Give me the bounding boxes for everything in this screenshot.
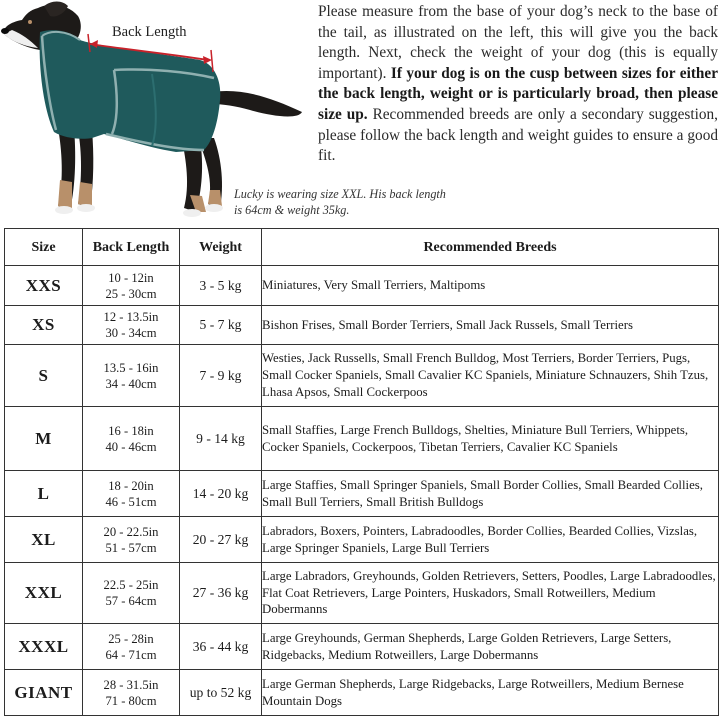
back-length-cell: 10 - 12in 25 - 30cm bbox=[83, 266, 180, 306]
table-row bbox=[5, 345, 719, 407]
dog-caption: Lucky is wearing size XXL. His back length is 64cm & weight 35kg. bbox=[234, 187, 446, 217]
back-length-cell: 28 - 31.5in 71 - 80cm bbox=[83, 670, 180, 716]
breeds-cell: Miniatures, Very Small Terriers, Maltipoms bbox=[262, 266, 719, 306]
size-cell: XL bbox=[5, 517, 83, 563]
dog-coat bbox=[40, 30, 221, 152]
size-cell: M bbox=[5, 407, 83, 471]
weight-cell: 5 - 7 kg bbox=[180, 306, 262, 345]
breeds-cell: Large Staffies, Small Springer Spaniels, Small Border Collies, Small Bearded Collies, Small Bull Terriers, Small British Bulldogs bbox=[262, 471, 719, 517]
table-row bbox=[5, 471, 719, 517]
back-length-cell: 25 - 28in 64 - 71cm bbox=[83, 624, 180, 670]
instructions-size-up-note: If your dog is on the cusp between sizes for either the back length, weight or is particularly broad, then please size up. bbox=[318, 64, 719, 123]
breeds-cell: Bishon Frises, Small Border Terriers, Small Jack Russels, Small Terriers bbox=[262, 306, 719, 345]
weight-cell: 14 - 20 kg bbox=[180, 471, 262, 517]
back-length-cell: 18 - 20in 46 - 51cm bbox=[83, 471, 180, 517]
table-row bbox=[5, 306, 719, 345]
back-length-cell: 12 - 13.5in 30 - 34cm bbox=[83, 306, 180, 345]
weight-cell: 36 - 44 kg bbox=[180, 624, 262, 670]
size-chart-table bbox=[4, 228, 719, 716]
top-section bbox=[0, 0, 720, 228]
instructions-part-1: Please measure from the base of your dog’s neck to the base of the tail, as illustrated on the left, this will give you the back length. Next, check the weight of your dog (this is equally important). bbox=[318, 3, 718, 82]
breeds-cell: Large Greyhounds, German Shepherds, Large Golden Retrievers, Large Setters, Ridgebacks, Medium Rotweillers, Large Dobermanns bbox=[262, 624, 719, 670]
size-cell: XXS bbox=[5, 266, 83, 306]
size-cell: XXXL bbox=[5, 624, 83, 670]
size-cell: L bbox=[5, 471, 83, 517]
weight-cell: up to 52 kg bbox=[180, 670, 262, 716]
breeds-cell: Westies, Jack Russells, Small French Bulldog, Most Terriers, Border Terriers, Pugs, Small Cocker Spaniels, Small Cavalier KC Spaniels, Miniature Schnauzers, Shih Tzus, Lhasa Apsos, Small Cockerpoos bbox=[262, 345, 719, 407]
table-row bbox=[5, 563, 719, 624]
back-length-cell: 20 - 22.5in 51 - 57cm bbox=[83, 517, 180, 563]
table-header-row bbox=[5, 229, 719, 266]
header-weight: Weight bbox=[180, 229, 262, 266]
back-length-cell: 16 - 18in 40 - 46cm bbox=[83, 407, 180, 471]
table-row bbox=[5, 517, 719, 563]
header-back-length: Back Length bbox=[83, 229, 180, 266]
header-size: Size bbox=[5, 229, 83, 266]
weight-cell: 9 - 14 kg bbox=[180, 407, 262, 471]
back-length-cell: 22.5 - 25in 57 - 64cm bbox=[83, 563, 180, 624]
weight-cell: 27 - 36 kg bbox=[180, 563, 262, 624]
table-row bbox=[5, 624, 719, 670]
table-row bbox=[5, 407, 719, 471]
dog-tail bbox=[212, 91, 302, 116]
size-cell: XS bbox=[5, 306, 83, 345]
breeds-cell: Large Labradors, Greyhounds, Golden Retrievers, Setters, Poodles, Large Labradoodles, Flat Coat Retrievers, Large Pointers, Huskadors, Small Rotweillers, Medium Dobermanns bbox=[262, 563, 719, 624]
breeds-cell: Labradors, Boxers, Pointers, Labradoodles, Border Collies, Bearded Collies, Vizslas, Large Springer Spaniels, Large Bull Terriers bbox=[262, 517, 719, 563]
instructions-part-2: Recommended breeds are only a secondary suggestion, please follow the back length and weight guides to ensure a good fit. bbox=[318, 105, 718, 165]
breeds-cell: Small Staffies, Large French Bulldogs, Shelties, Miniature Bull Terriers, Whippets, Cocker Spaniels, Cockerpoos, Tibetan Terriers, Cavalier KC Spaniels bbox=[262, 407, 719, 471]
header-recommended-breeds: Recommended Breeds bbox=[262, 229, 719, 266]
measuring-instructions bbox=[318, 2, 718, 167]
table-row bbox=[5, 670, 719, 716]
weight-cell: 3 - 5 kg bbox=[180, 266, 262, 306]
back-length-cell: 13.5 - 16in 34 - 40cm bbox=[83, 345, 180, 407]
size-cell: XXL bbox=[5, 563, 83, 624]
table-row bbox=[5, 266, 719, 306]
back-length-label: Back Length bbox=[112, 24, 187, 40]
size-cell: GIANT bbox=[5, 670, 83, 716]
breeds-cell: Large German Shepherds, Large Ridgebacks, Large Rotweillers, Medium Bernese Mountain Dogs bbox=[262, 670, 719, 716]
weight-cell: 7 - 9 kg bbox=[180, 345, 262, 407]
size-cell: S bbox=[5, 345, 83, 407]
weight-cell: 20 - 27 kg bbox=[180, 517, 262, 563]
